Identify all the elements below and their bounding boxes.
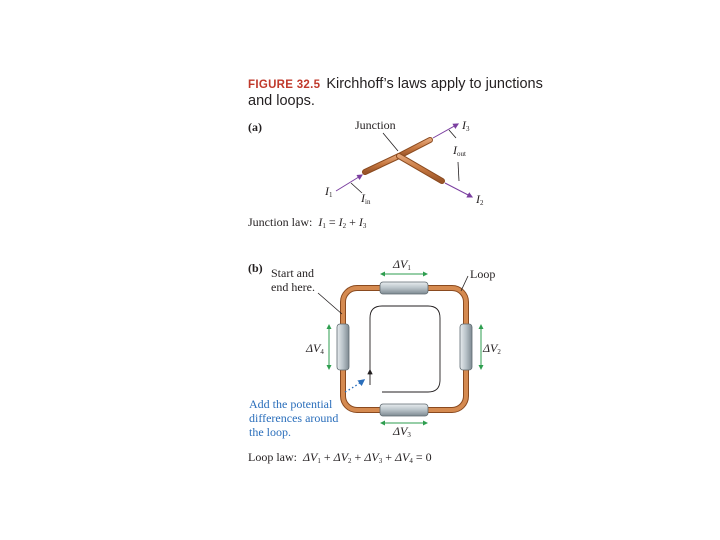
i1-label: $I_1$ <box>325 184 333 199</box>
junction-label: Junction <box>355 118 396 132</box>
resistor-right <box>460 324 472 370</box>
start-label-line1: Start and <box>271 266 314 280</box>
dv2-label: $\Delta V_2$ <box>483 341 501 356</box>
i2-arrow <box>445 183 472 197</box>
start-leader <box>318 293 342 314</box>
loop-law: Loop law: $\Delta V_1 + \Delta V_2 + \Delta V_3 + \Delta V_4 = 0$ <box>248 450 432 465</box>
figure-label: FIGURE 32.5 <box>248 79 321 91</box>
add-pointer-dotted <box>345 380 364 392</box>
iout-label: $I_{out}$ <box>453 143 466 158</box>
i3-label: $I_3$ <box>462 118 470 133</box>
iout-leader-2 <box>458 162 459 181</box>
resistor-bottom <box>380 404 428 416</box>
i2-label: $I_2$ <box>476 192 484 207</box>
dv3-label: $\Delta V_3$ <box>393 424 411 439</box>
figure-caption-text: Kirchhoff’s laws apply to junctions and loops. <box>248 76 543 109</box>
add-text-line2: differences around <box>249 411 339 425</box>
iout-leader-1 <box>449 130 456 138</box>
resistor-top <box>380 282 428 294</box>
part-b-label: (b) <box>248 261 263 275</box>
dv1-label: $\Delta V_1$ <box>393 257 411 272</box>
part-a-label: (a) <box>248 120 262 134</box>
junction-law: Junction law: $I_1 = I_2 + I_3$ <box>248 215 367 230</box>
resistor-left <box>337 324 349 370</box>
loop-direction-path <box>370 306 440 392</box>
loop-leader <box>461 276 468 291</box>
junction-wires <box>365 140 442 181</box>
add-text-line1: Add the potential <box>249 397 333 411</box>
loop-label: Loop <box>470 267 496 281</box>
i1-arrow <box>336 175 362 191</box>
junction-leader <box>383 133 398 151</box>
add-text-line3: the loop. <box>249 425 291 439</box>
dv4-label: $\Delta V_4$ <box>306 341 324 356</box>
start-label-line2: end here. <box>271 280 315 294</box>
iin-label: $I_{in}$ <box>361 191 371 206</box>
